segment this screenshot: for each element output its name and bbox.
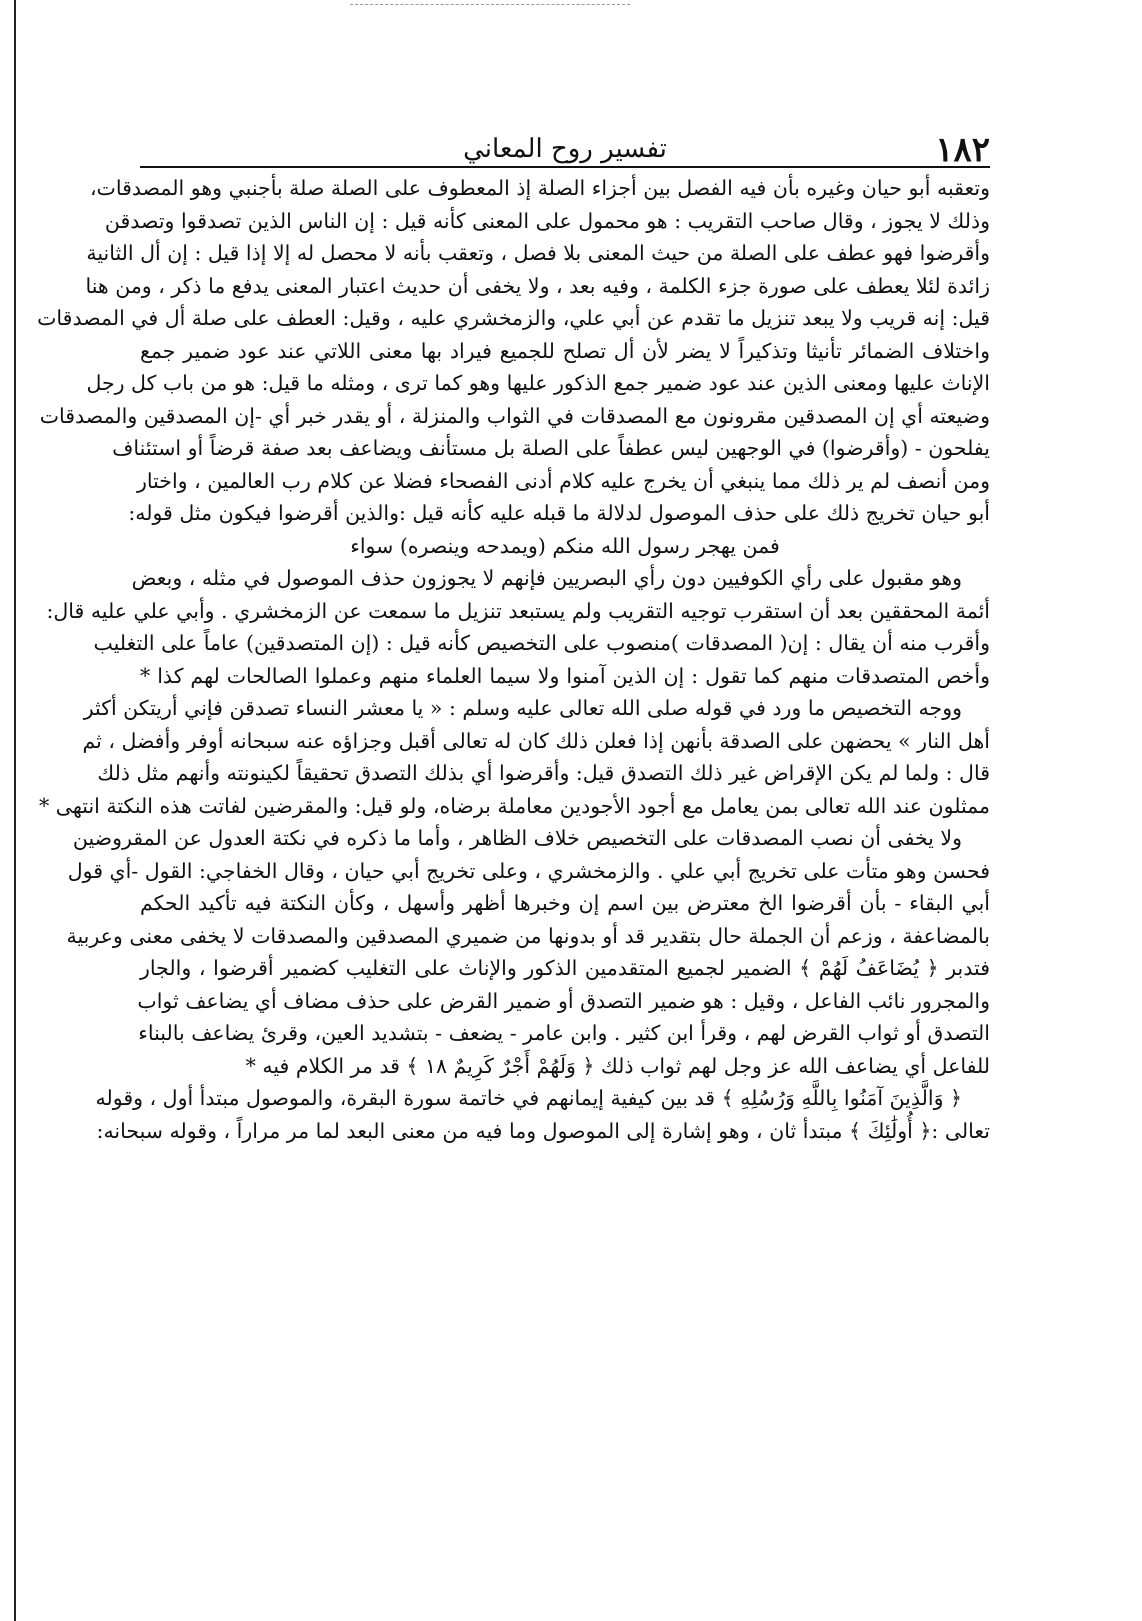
text-line: وأقرب منه أن يقال : إن( المصدقات )منصوب على التخصيص كأنه قيل : (إن المتصدقين) عاماً على التغليب xyxy=(93,631,990,655)
text-line: ومن أنصف لم ير ذلك مما ينبغي أن يخرج عليه كلام أدنى الفصحاء فضلا عن كلام رب العالمين ، واختار xyxy=(136,468,990,493)
text-line: يفلحون - (وأقرضوا) في الوجهين ليس عطفاً على الصلة بل مستأنف ويضاعف بعد صفة قرضاً أو استئناف xyxy=(112,436,990,460)
text-line: أبي البقاء - بأن أقرضوا الخ معترض بين اسم إن وخبرها أظهر وأسهل ، وكأن النكتة فيه تأكيد الحكم xyxy=(140,891,990,915)
page-number: ١٨٢ xyxy=(935,130,990,170)
binding-edge-line xyxy=(14,0,16,1621)
text-line: وأخص المتصدقات منهم كما تقول : إن الذين آمنوا ولا سيما العلماء منهم وعملوا الصالحات لهم كذا * xyxy=(140,663,990,688)
text-line: وهو مقبول على رأي الكوفيين دون رأي البصريين فإنهم لا يجوزون حذف الموصول في مثله ، وبعض xyxy=(131,566,962,590)
text-line: أئمة المحققين بعد أن استقرب توجيه التقريب ولم يستبعد تنزيل ما سمعت عن الزمخشري . وأبي علي عليه قال: xyxy=(46,598,990,623)
top-dashed-rule xyxy=(350,4,630,5)
text-line: تعالى :﴿ أُولَٰئِكَ ﴾ مبتدأ ثان ، وهو إشارة إلى الموصول وما فيه من معنى البعد لما مر مراراً ، وقوله سبحانه: xyxy=(96,1118,990,1143)
text-line: التصدق أو ثواب القرض لهم ، وقرأ ابن كثير . وابن عامر - يضعف - بتشديد العين، وقرئ يضاعف بالبناء xyxy=(138,1021,990,1045)
text-line: واختلاف الضمائر تأنيثا وتذكيراً لا يضر لأن أل تصلح للجميع فيراد بها معنى اللاتي عند عود ضمير جمع xyxy=(140,338,990,363)
text-line: أبو حيان تخريج ذلك على حذف الموصول لدلالة ما قبله عليه كأنه قيل :والذين أقرضوا فيكون مثل قوله: xyxy=(128,501,990,525)
header-rule xyxy=(140,166,990,168)
text-line: الإناث عليها ومعنى الذين عند عود ضمير جمع الذكور عليها وهو كما ترى ، ومثله ما قيل: هو من باب كل رجل xyxy=(86,371,990,395)
text-line: ﴿ وَالَّذِينَ آمَنُوا بِاللَّهِ وَرُسُلِهِ ﴾ قد بين كيفية إيمانهم في خاتمة سورة البقرة، والموصول مبتدأ أول ، وقوله xyxy=(95,1086,962,1110)
text-line: وتعقبه أبو حيان وغيره بأن فيه الفصل بين أجزاء الصلة إذ المعطوف على الصلة صلة بأجنبي وهو المصدقات، xyxy=(89,176,990,200)
text-line: زائدة لئلا يعطف على صورة جزء الكلمة ، وفيه بعد ، ولا يخفى أن حديث اعتبار المعنى يدفع ما ذكر ، ومن هنا xyxy=(85,273,990,298)
text-line: قيل: إنه قريب ولا يبعد تنزيل ما تقدم عن أبي علي، والزمخشري عليه ، وقيل: العطف على صلة أل في المصدقات xyxy=(37,306,990,330)
text-line: ولا يخفى أن نصب المصدقات على التخصيص خلاف الظاهر ، وأما ما ذكره في نكتة العدول عن المقروضين xyxy=(72,826,962,850)
poetry-verse: فمن يهجر رسول الله منكم (ويمدحه وينصره) سواء xyxy=(350,533,780,558)
text-line: والمجرور نائب الفاعل ، وقيل : هو ضمير التصدق أو ضمير القرض على حذف مضاف أي يضاعف ثواب xyxy=(137,988,990,1013)
text-line: وضيعته أي إن المصدقين مقرونون مع المصدقات في الثواب والمنزلة ، أو يقدر خبر أي -إن المصدقين والمصدقات xyxy=(39,403,990,428)
text-line: ممثلون عند الله تعالى بمن يعامل مع أجود الأجودين معاملة برضاه، ولو قيل: والمقرضين لفاتت هذه النكتة انتهى * xyxy=(38,793,990,818)
body-text xyxy=(37,172,990,1147)
text-line: للفاعل أي يضاعف الله عز وجل لهم ثواب ذلك ﴿ وَلَهُمْ أَجْرٌ كَرِيمٌ ١٨ ﴾ قد مر الكلام فيه * xyxy=(245,1053,990,1078)
text-line: فحسن وهو متأت على تخريج أبي علي . والزمخشري ، وعلى تخريج أبي حيان ، وقال الخفاجي: القول -أي قول xyxy=(67,858,990,883)
page-header xyxy=(140,130,990,170)
text-line: وأقرضوا فهو عطف على الصلة من حيث المعنى بلا فصل ، وتعقب بأنه لا محصل له إلا إذا قيل : إن أل الثانية xyxy=(86,241,990,265)
text-line: ووجه التخصيص ما ورد في قوله صلى الله تعالى عليه وسلم : « يا معشر النساء تصدقن فإني أريتكن أكثر xyxy=(83,696,962,720)
text-line: وذلك لا يجوز ، وقال صاحب التقريب : هو محمول على المعنى كأنه قيل : إن الناس الذين تصدقوا وتصدقن xyxy=(104,208,990,233)
text-line: قال : ولما لم يكن الإقراض غير ذلك التصدق قيل: وأقرضوا أي بذلك التصدق تحقيقاً لكينونته وأنهم مثل ذلك xyxy=(97,761,990,785)
book-page xyxy=(37,130,990,1143)
text-line: فتدبر ﴿ يُضَاعَفُ لَهُمْ ﴾ الضمير لجميع المتقدمين الذكور والإناث على التغليب كضمير أقرضوا ، والجار xyxy=(140,956,990,980)
text-line: أهل النار » يحضهن على الصدقة بأنهن إذا فعلن ذلك كان له تعالى أقبل وجزاؤه عنه سبحانه أوفر وأفضل ، ثم xyxy=(82,728,990,753)
text-line: بالمضاعفة ، وزعم أن الجملة حال بتقدير قد أو بدونها من ضميري المصدقين والمصدقات لا يخفى معنى وعربية xyxy=(66,923,990,948)
running-title: تفسير روح المعاني xyxy=(463,134,667,164)
